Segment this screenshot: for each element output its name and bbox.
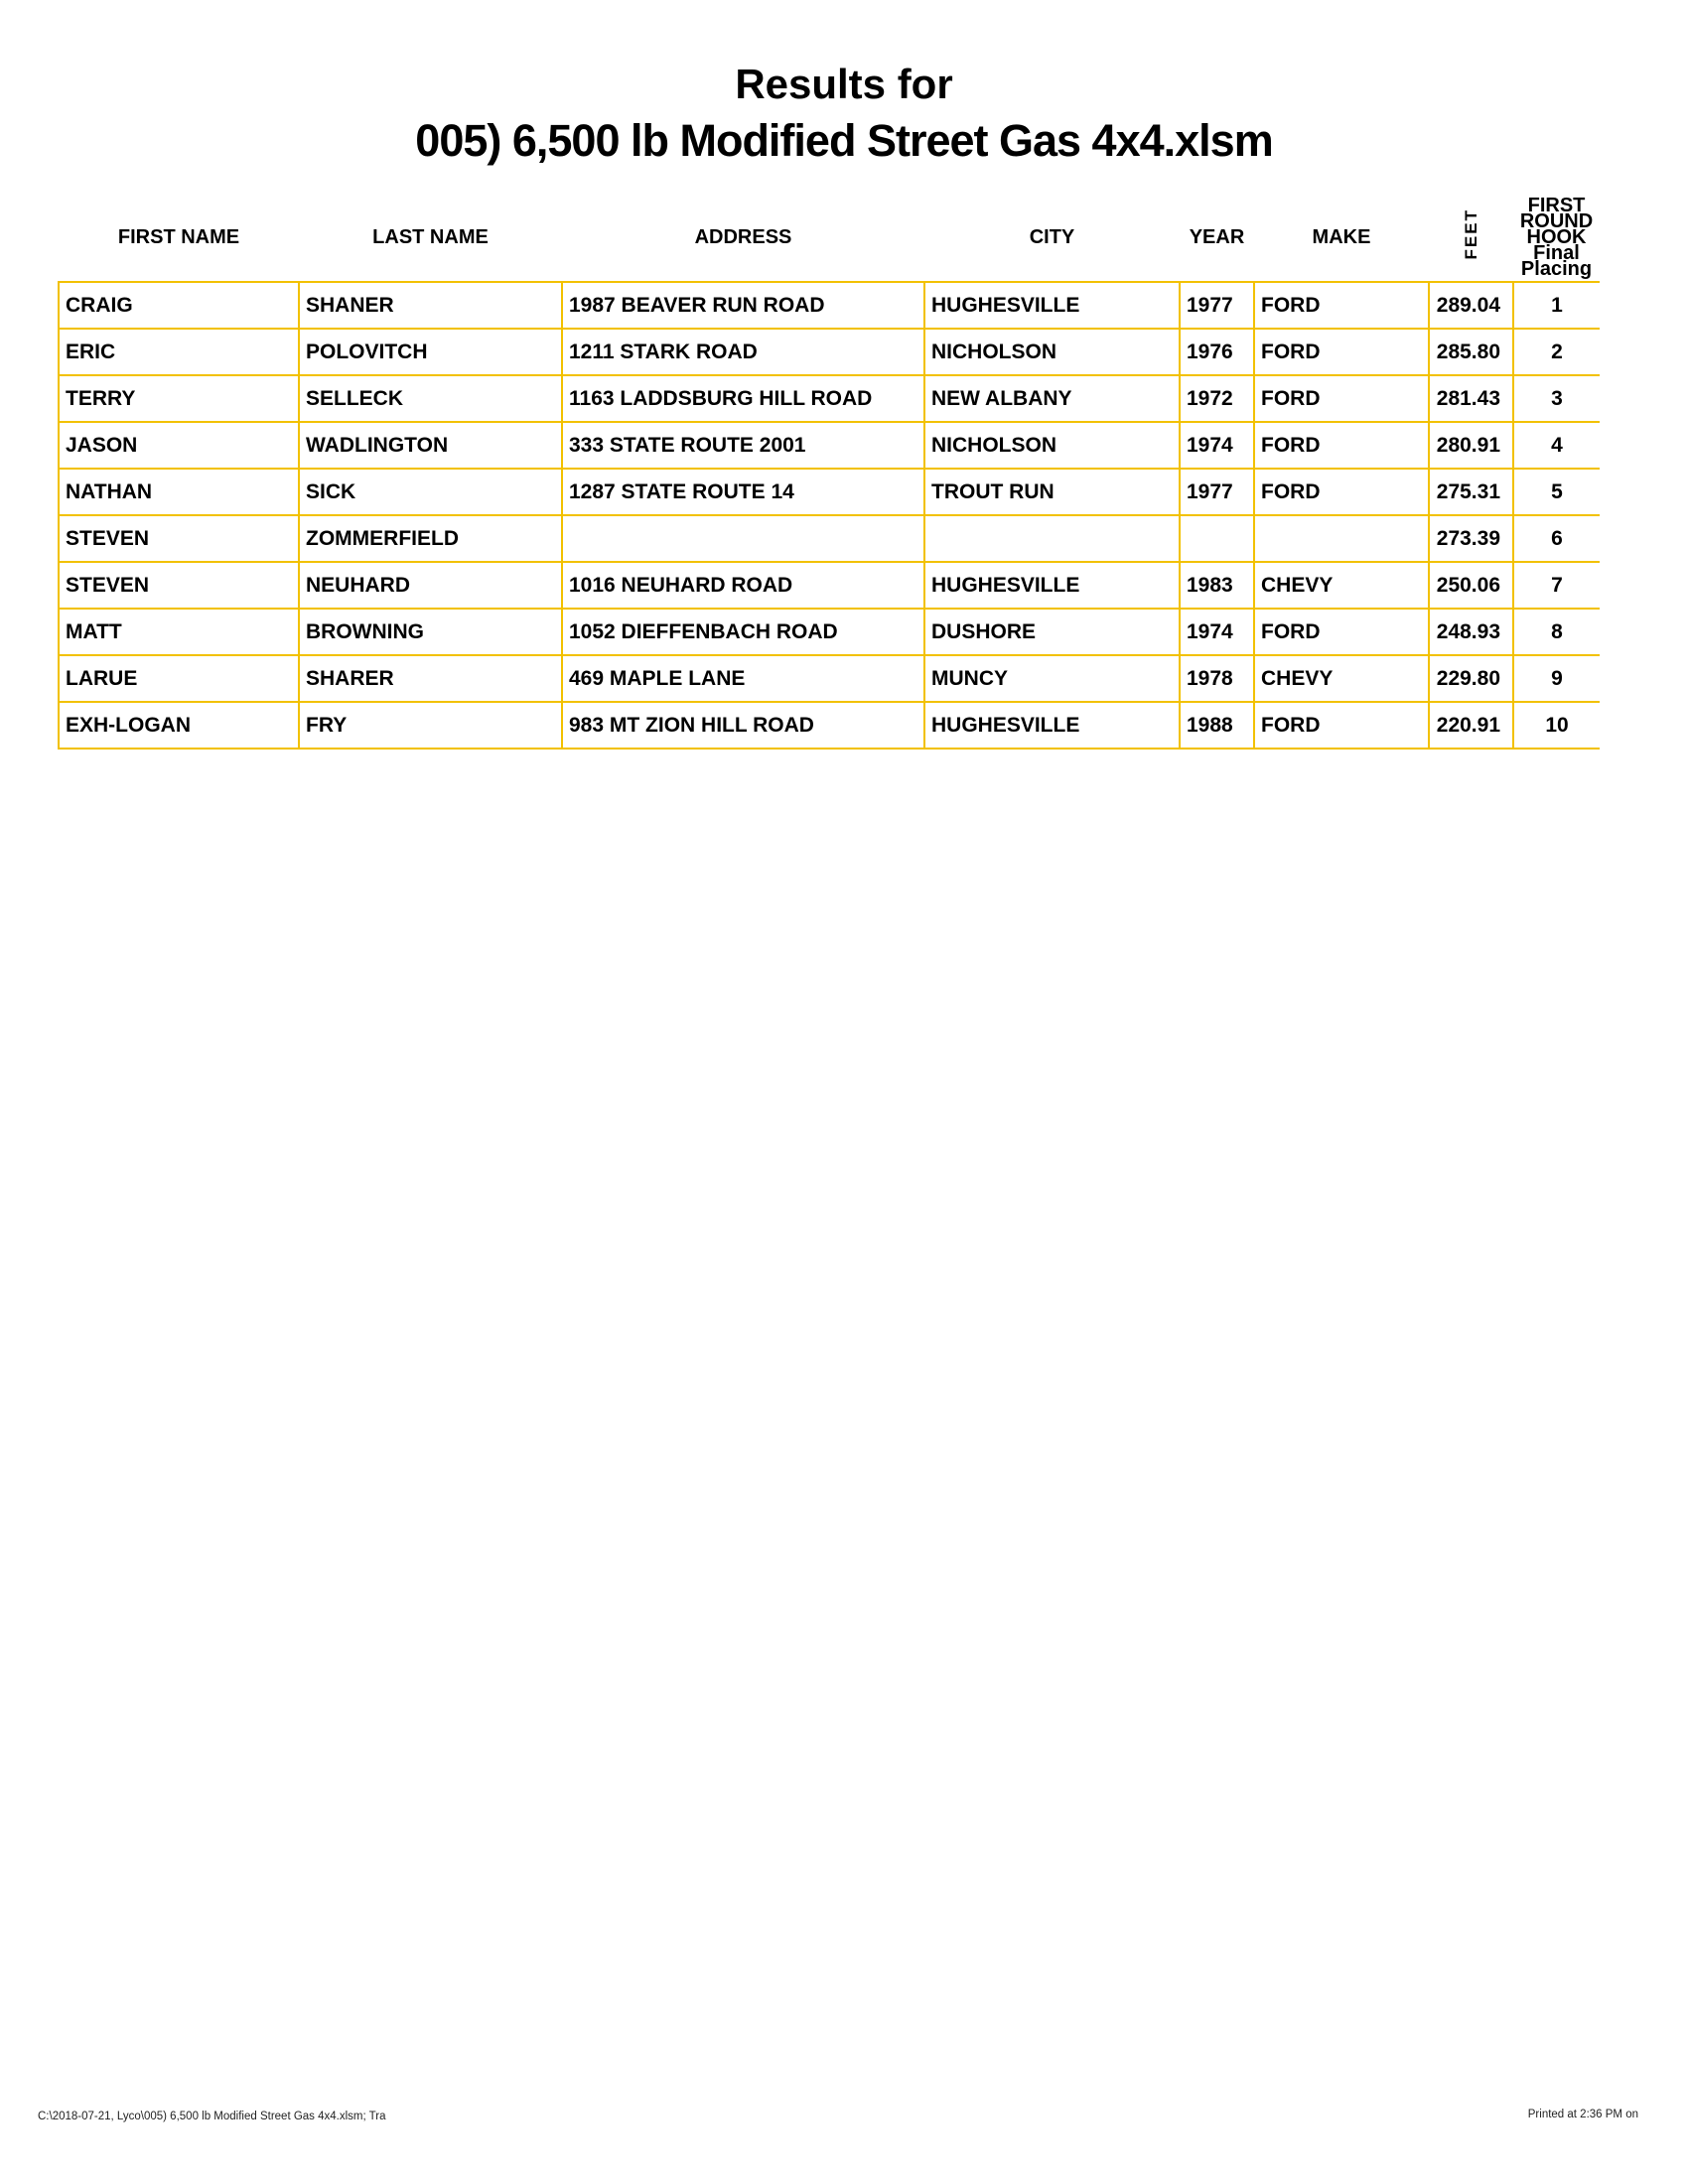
- cell-year: 1976: [1180, 329, 1254, 375]
- cell-first-name: ERIC: [59, 329, 299, 375]
- cell-feet: 280.91: [1429, 422, 1513, 469]
- cell-first-name: CRAIG: [59, 282, 299, 329]
- placing-header-line2: HOOK: [1526, 226, 1587, 248]
- cell-placing: 8: [1513, 609, 1600, 655]
- table-row: [59, 515, 1600, 562]
- cell-year: 1974: [1180, 422, 1254, 469]
- cell-first-name: STEVEN: [59, 515, 299, 562]
- cell-last-name: WADLINGTON: [299, 422, 562, 469]
- cell-address: 1052 DIEFFENBACH ROAD: [562, 609, 924, 655]
- cell-city: NICHOLSON: [924, 422, 1180, 469]
- cell-year: 1974: [1180, 609, 1254, 655]
- cell-year: [1180, 515, 1254, 562]
- table-row: [59, 469, 1600, 515]
- table-row: [59, 609, 1600, 655]
- column-header-placing: [1513, 194, 1600, 282]
- cell-feet: 281.43: [1429, 375, 1513, 422]
- table-row: [59, 655, 1600, 702]
- cell-placing: 6: [1513, 515, 1600, 562]
- footer-printed-at: Printed at 2:36 PM on: [1527, 2109, 1638, 2120]
- cell-last-name: BROWNING: [299, 609, 562, 655]
- cell-make: FORD: [1254, 329, 1429, 375]
- cell-city: HUGHESVILLE: [924, 562, 1180, 609]
- cell-last-name: SHARER: [299, 655, 562, 702]
- page-subtitle: 005) 6,500 lb Modified Street Gas 4x4.xlsm: [415, 115, 1273, 166]
- cell-feet: 285.80: [1429, 329, 1513, 375]
- cell-first-name: NATHAN: [59, 469, 299, 515]
- cell-make: FORD: [1254, 469, 1429, 515]
- cell-placing: 7: [1513, 562, 1600, 609]
- cell-last-name: SHANER: [299, 282, 562, 329]
- placing-header-line3: Final Placing: [1520, 242, 1593, 280]
- cell-address: 1016 NEUHARD ROAD: [562, 562, 924, 609]
- cell-address: 469 MAPLE LANE: [562, 655, 924, 702]
- header-row: [59, 194, 1600, 282]
- cell-make: FORD: [1254, 422, 1429, 469]
- footer-file-path: C:\2018-07-21, Lyco\005) 6,500 lb Modified Street Gas 4x4.xlsm; Tra: [38, 2111, 386, 2122]
- column-header-feet: [1429, 194, 1513, 282]
- placing-header-line1: FIRST ROUND: [1519, 195, 1594, 232]
- cell-first-name: MATT: [59, 609, 299, 655]
- table-header: [59, 194, 1600, 282]
- cell-address: 983 MT ZION HILL ROAD: [562, 702, 924, 749]
- cell-city: HUGHESVILLE: [924, 282, 1180, 329]
- cell-city: [924, 515, 1180, 562]
- column-header-year: YEAR: [1189, 225, 1245, 248]
- cell-placing: 4: [1513, 422, 1600, 469]
- cell-feet: 250.06: [1429, 562, 1513, 609]
- cell-year: 1972: [1180, 375, 1254, 422]
- cell-feet: 229.80: [1429, 655, 1513, 702]
- column-header-make: MAKE: [1312, 225, 1371, 248]
- cell-last-name: FRY: [299, 702, 562, 749]
- cell-last-name: SICK: [299, 469, 562, 515]
- cell-placing: 9: [1513, 655, 1600, 702]
- cell-city: MUNCY: [924, 655, 1180, 702]
- cell-feet: 220.91: [1429, 702, 1513, 749]
- cell-last-name: SELLECK: [299, 375, 562, 422]
- cell-address: [562, 515, 924, 562]
- table-row: [59, 702, 1600, 749]
- cell-year: 1978: [1180, 655, 1254, 702]
- column-header-city: CITY: [1029, 225, 1075, 248]
- cell-first-name: TERRY: [59, 375, 299, 422]
- column-header-last-name: LAST NAME: [372, 225, 489, 248]
- cell-year: 1977: [1180, 282, 1254, 329]
- table-row: [59, 422, 1600, 469]
- cell-city: NEW ALBANY: [924, 375, 1180, 422]
- cell-address: 333 STATE ROUTE 2001: [562, 422, 924, 469]
- cell-address: 1211 STARK ROAD: [562, 329, 924, 375]
- results-table: [58, 194, 1600, 750]
- cell-placing: 1: [1513, 282, 1600, 329]
- cell-city: HUGHESVILLE: [924, 702, 1180, 749]
- cell-make: FORD: [1254, 282, 1429, 329]
- cell-first-name: EXH-LOGAN: [59, 702, 299, 749]
- cell-feet: 275.31: [1429, 469, 1513, 515]
- cell-address: 1987 BEAVER RUN ROAD: [562, 282, 924, 329]
- cell-placing: 10: [1513, 702, 1600, 749]
- table-row: [59, 375, 1600, 422]
- cell-address: 1287 STATE ROUTE 14: [562, 469, 924, 515]
- page-title: Results for: [735, 61, 953, 107]
- column-header-first-name: FIRST NAME: [117, 225, 240, 248]
- cell-placing: 3: [1513, 375, 1600, 422]
- cell-year: 1977: [1180, 469, 1254, 515]
- cell-make: CHEVY: [1254, 562, 1429, 609]
- cell-placing: 2: [1513, 329, 1600, 375]
- column-header-address: ADDRESS: [694, 225, 792, 248]
- table-row: [59, 562, 1600, 609]
- cell-make: FORD: [1254, 375, 1429, 422]
- cell-make: [1254, 515, 1429, 562]
- table-row: [59, 329, 1600, 375]
- cell-feet: 289.04: [1429, 282, 1513, 329]
- table-row: [59, 282, 1600, 329]
- cell-make: FORD: [1254, 702, 1429, 749]
- cell-make: CHEVY: [1254, 655, 1429, 702]
- feet-rotated-label: FEET: [1461, 208, 1480, 260]
- results-tbody: [59, 282, 1600, 749]
- cell-last-name: NEUHARD: [299, 562, 562, 609]
- cell-city: NICHOLSON: [924, 329, 1180, 375]
- cell-last-name: ZOMMERFIELD: [299, 515, 562, 562]
- cell-year: 1983: [1180, 562, 1254, 609]
- cell-year: 1988: [1180, 702, 1254, 749]
- cell-first-name: JASON: [59, 422, 299, 469]
- cell-feet: 248.93: [1429, 609, 1513, 655]
- cell-city: TROUT RUN: [924, 469, 1180, 515]
- cell-last-name: POLOVITCH: [299, 329, 562, 375]
- cell-first-name: STEVEN: [59, 562, 299, 609]
- cell-make: FORD: [1254, 609, 1429, 655]
- cell-feet: 273.39: [1429, 515, 1513, 562]
- cell-address: 1163 LADDSBURG HILL ROAD: [562, 375, 924, 422]
- cell-first-name: LARUE: [59, 655, 299, 702]
- cell-placing: 5: [1513, 469, 1600, 515]
- cell-city: DUSHORE: [924, 609, 1180, 655]
